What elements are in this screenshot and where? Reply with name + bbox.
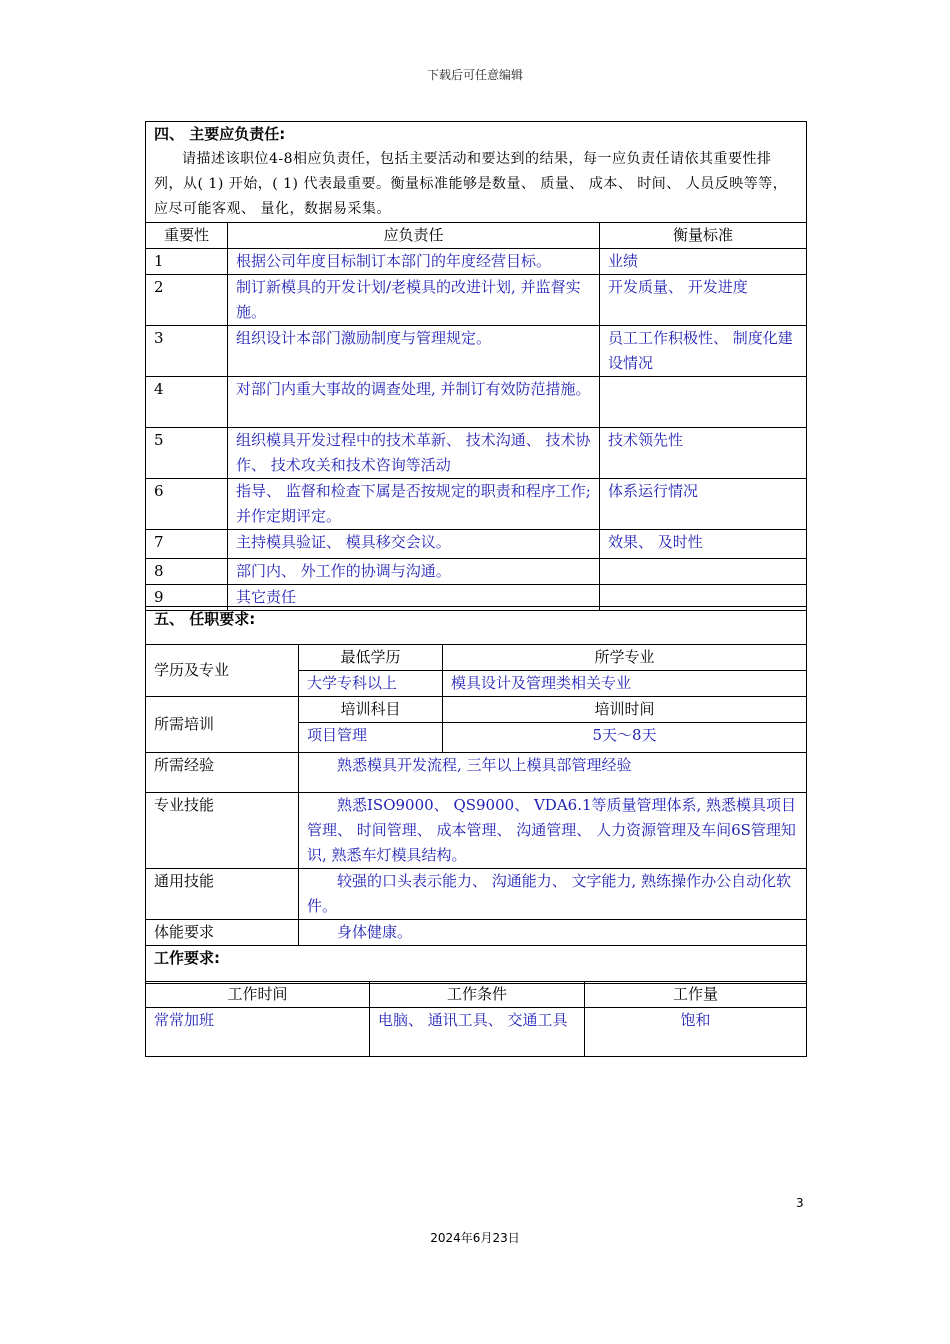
- table-row: [146, 275, 807, 326]
- row-measure: 技术领先性: [600, 428, 807, 479]
- row-duty: 部门内、 外工作的协调与沟通。: [228, 559, 600, 585]
- row-number: 6: [146, 479, 228, 530]
- row-duty: 主持模具验证、 模具移交会议。: [228, 530, 600, 559]
- general-skill-value: 较强的口头表示能力、 沟通能力、 文字能力, 熟练操作办公自动化软件。: [299, 869, 807, 920]
- professional-skill-value: 熟悉ISO9000、 QS9000、 VDA6.1等质量管理体系, 熟悉模具项目管理、 时间管理、 成本管理、 沟通管理、 人力资源管理及车间6S管理知识, 熟悉车灯模具结构。: [299, 793, 807, 869]
- row-measure: 员工工作积极性、 制度化建设情况: [600, 326, 807, 377]
- education-label: 学历及专业: [146, 645, 299, 697]
- row-number: 1: [146, 249, 228, 275]
- header-importance: 重要性: [146, 223, 228, 249]
- table-row: [146, 249, 807, 275]
- professional-skill-label: 专业技能: [146, 793, 299, 869]
- training-time-header: 培训时间: [443, 697, 807, 723]
- row-duty: 对部门内重大事故的调查处理, 并制订有效防范措施。: [228, 377, 600, 428]
- row-measure: 开发质量、 开发进度: [600, 275, 807, 326]
- row-number: 3: [146, 326, 228, 377]
- row-number: 8: [146, 559, 228, 585]
- row-number: 5: [146, 428, 228, 479]
- row-number: 2: [146, 275, 228, 326]
- row-duty: 根据公司年度目标制订本部门的年度经营目标。: [228, 249, 600, 275]
- row-duty: 制订新模具的开发计划/老模具的改进计划, 并监督实施。: [228, 275, 600, 326]
- major-value: 模具设计及管理类相关专业: [443, 671, 807, 697]
- row-measure: 效果、 及时性: [600, 530, 807, 559]
- row-measure: 业绩: [600, 249, 807, 275]
- row-measure: [600, 377, 807, 428]
- footer-date: 2024年6月23日: [430, 1231, 520, 1245]
- page-number: 3: [796, 1196, 804, 1210]
- min-education-header: 最低学历: [299, 645, 443, 671]
- experience-value: 熟悉模具开发流程, 三年以上模具部管理经验: [299, 753, 807, 793]
- work-load-value: 饱和: [585, 1008, 807, 1057]
- general-skill-label: 通用技能: [146, 869, 299, 920]
- table-row: [146, 530, 807, 559]
- row-duty: 组织模具开发过程中的技术革新、 技术沟通、 技术协作、 技术攻关和技术咨询等活动: [228, 428, 600, 479]
- work-title: 工作要求:: [146, 946, 807, 984]
- section4-intro: 请描述该职位4-8相应负责任，包括主要活动和要达到的结果，每一应负责任请依其重要性排列，从( 1) 开始，( 1) 代表最重要。衡量标准能够是数量、 质量、 成本、 时间、 人员反映等等，应尽可能客观、 量化，数据易采集。: [154, 151, 788, 217]
- row-number: 7: [146, 530, 228, 559]
- header-duty: 应负责任: [228, 223, 600, 249]
- training-subject-header: 培训科目: [299, 697, 443, 723]
- row-number: 9: [146, 585, 228, 611]
- major-header: 所学专业: [443, 645, 807, 671]
- row-duty: 组织设计本部门激励制度与管理规定。: [228, 326, 600, 377]
- work-condition-value: 电脑、 通讯工具、 交通工具: [370, 1008, 585, 1057]
- training-time-value: 5天～8天: [443, 723, 807, 753]
- section5-title: 五、 任职要求:: [146, 607, 807, 645]
- work-load-header: 工作量: [585, 982, 807, 1008]
- work-condition-header: 工作条件: [370, 982, 585, 1008]
- training-label: 所需培训: [146, 697, 299, 753]
- row-measure: 体系运行情况: [600, 479, 807, 530]
- experience-label: 所需经验: [146, 753, 299, 793]
- table-row: [146, 326, 807, 377]
- table-row: [146, 559, 807, 585]
- table-row: [146, 428, 807, 479]
- table-row: [146, 479, 807, 530]
- training-subject-value: 项目管理: [299, 723, 443, 753]
- section4-title: 四、 主要应负责任:: [154, 125, 286, 143]
- row-measure: [600, 559, 807, 585]
- work-table: [145, 981, 807, 1057]
- physical-label: 体能要求: [146, 920, 299, 946]
- physical-value: 身体健康。: [299, 920, 807, 946]
- table-row: [146, 377, 807, 428]
- row-duty: 其它责任: [228, 585, 600, 611]
- row-duty: 指导、 监督和检查下属是否按规定的职责和程序工作; 并作定期评定。: [228, 479, 600, 530]
- requirements-table: [145, 606, 807, 984]
- work-time-value: 常常加班: [146, 1008, 370, 1057]
- min-education-value: 大学专科以上: [299, 671, 443, 697]
- responsibility-table: [145, 121, 807, 611]
- page-header: 下载后可任意编辑: [426, 68, 523, 82]
- row-number: 4: [146, 377, 228, 428]
- work-time-header: 工作时间: [146, 982, 370, 1008]
- section4-cell: [146, 122, 807, 223]
- header-measure: 衡量标准: [600, 223, 807, 249]
